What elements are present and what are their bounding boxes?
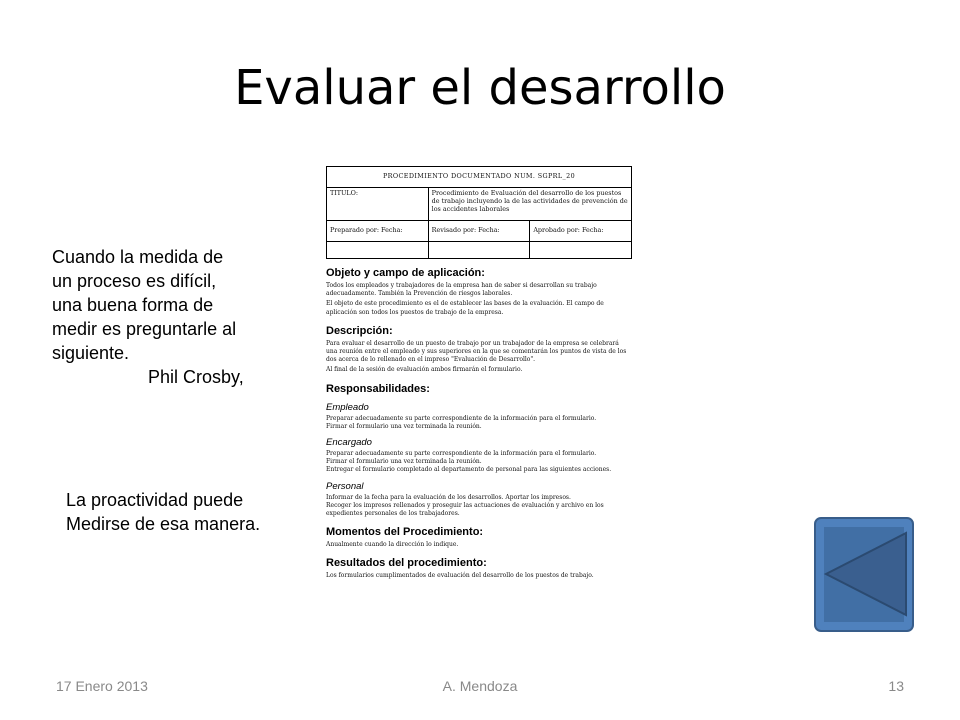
quote-line: un proceso es difícil, bbox=[52, 271, 217, 291]
page-number: 13 bbox=[888, 678, 904, 694]
empleado-text: Preparar adecuadamente su parte correspondiente de la información para el formulario. bbox=[326, 414, 597, 422]
responsabilidades-heading: Responsabilidades: bbox=[326, 382, 430, 395]
empleado-text: Firmar el formulario una vez terminada la reunión. bbox=[326, 422, 482, 430]
empleado-subheading: Empleado bbox=[326, 401, 369, 413]
note-block bbox=[66, 488, 326, 536]
empty-cell bbox=[428, 242, 530, 259]
personal-text: Informar de la fecha para la evaluación de los desarrollos. Aportar los impresos. bbox=[326, 493, 571, 501]
quote-line: medir es preguntarle al bbox=[52, 319, 237, 339]
titulo-label: TITULO: bbox=[327, 188, 429, 221]
resultados-text: Los formularios cumplimentados de evaluación del desarrollo de los puestos de trabajo. bbox=[326, 572, 594, 580]
descripcion-text: Al final de la sesión de evaluación ambos firmarán el formulario. bbox=[326, 366, 523, 374]
note-line: Medirse de esa manera. bbox=[66, 514, 261, 534]
descripcion-heading: Descripción: bbox=[326, 324, 393, 337]
momentos-text: Anualmente cuando la dirección lo indique. bbox=[326, 541, 459, 549]
back-arrow-icon bbox=[814, 517, 914, 632]
encargado-subheading: Encargado bbox=[326, 437, 372, 449]
procedure-document bbox=[326, 166, 632, 644]
document-header: PROCEDIMIENTO DOCUMENTADO NUM. SGPRL_20 bbox=[327, 167, 632, 188]
encargado-text: Preparar adecuadamente su parte correspondiente de la información para el formulario. bbox=[326, 450, 597, 458]
encargado-text: Firmar el formulario una vez terminada la reunión. bbox=[326, 458, 482, 466]
objeto-heading: Objeto y campo de aplicación: bbox=[326, 267, 485, 279]
quote-block bbox=[52, 245, 302, 389]
quote-line: Cuando la medida de bbox=[52, 247, 224, 267]
quote-line: una buena forma de bbox=[52, 295, 214, 315]
quote-line: siguiente. bbox=[52, 343, 130, 363]
encargado-text: Entregar el formulario completado al departamento de personal para las siguientes acciones. bbox=[326, 466, 612, 474]
personal-subheading: Personal bbox=[326, 480, 364, 492]
empty-cell bbox=[530, 242, 632, 259]
footer-author: A. Mendoza bbox=[442, 678, 518, 694]
aprobado-cell: Aprobado por: Fecha: bbox=[530, 221, 632, 242]
preparado-cell: Preparado por: Fecha: bbox=[327, 221, 429, 242]
resultados-heading: Resultados del procedimiento: bbox=[326, 557, 487, 570]
quote-author: Phil Crosby, bbox=[148, 367, 244, 387]
note-line: La proactividad puede bbox=[66, 490, 244, 510]
footer-date: 17 Enero 2013 bbox=[56, 678, 148, 694]
empty-cell bbox=[327, 242, 429, 259]
titulo-value: Procedimiento de Evaluación del desarrollo de los puestos de trabajo incluyendo la de las actividades de prevención de los accidentes laborales bbox=[428, 188, 631, 221]
document-header-table bbox=[326, 166, 632, 259]
slide-title: Evaluar el desarrollo bbox=[234, 60, 726, 116]
personal-text: Recoger los impresos rellenados y proseguir las actuaciones de evaluación y archivo en los expedientes personales de los trabajadores. bbox=[326, 501, 604, 518]
descripcion-text: Para evaluar el desarrollo de un puesto de trabajo por un trabajador de la empresa se celebrará una reunión entre el empleado y sus superiores en la que se comentarán los puntos de vista de los dos acerca de lo rellenado en el impreso "Evaluación de Desarrollo". bbox=[326, 339, 627, 364]
objeto-text: Todos los empleados y trabajadores de la empresa han de saber si desarrollan su trabajo adecuadamente. También la Prevención de riesgos laborales. bbox=[326, 282, 597, 298]
revisado-cell: Revisado por: Fecha: bbox=[428, 221, 530, 242]
back-button[interactable] bbox=[814, 517, 914, 632]
momentos-heading: Momentos del Procedimiento: bbox=[326, 526, 484, 539]
objeto-text: El objeto de este procedimiento es el de establecer las bases de la evaluación. El campo de aplicación son todos los puestos de trabajo de la empresa. bbox=[326, 300, 604, 316]
